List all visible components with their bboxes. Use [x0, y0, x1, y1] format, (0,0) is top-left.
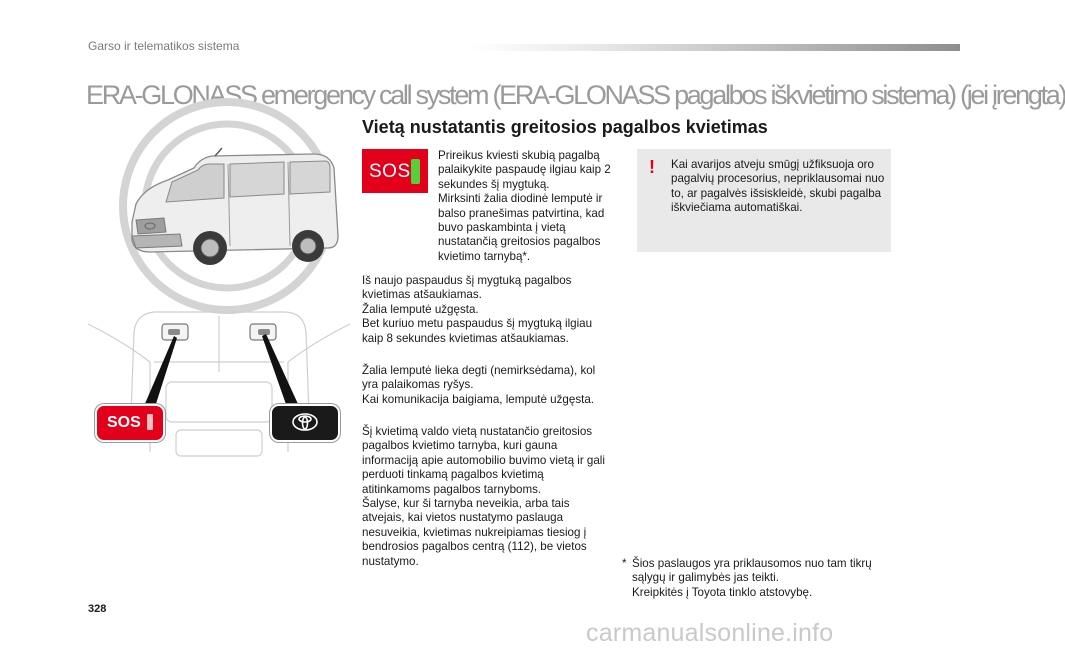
- console-assistance-button[interactable]: [270, 404, 340, 442]
- footnote-text: Šios paslaugos yra priklausomos nuo tam tikrų sąlygų ir galimybės jas teikti. Kreipkitės į Toyota tinklo atstovybę.: [632, 557, 872, 599]
- notice-text: Kai avarijos atveju smūgį užfiksuoja oro pagalvių procesorius, nepriklausomai nuo to, ar pagalvės išsiskleidė, skubi pagalba iškviečiama automatiškai.: [671, 158, 885, 215]
- paragraph-service-info: Šį kvietimą valdo vietą nustatančio greitosios pagalbos kvietimo tarnyba, kuri gauna informaciją apie automobilio buvimo vietą ir gali perduoti tinkamą pagalbos kvietimą atitinkamoms pagalbos tarnyboms. Šalyse, kur ši tarnyba neveikia, arba tais atvejais, kai vietos nustatymo paslauga nesuveikia, kvietimas nukreipiamas tiesiog į bendrosios pagalbos centrą (112), be vietos nustatymo.: [362, 425, 605, 568]
- paragraph-cancel-call: Iš naujo paspaudus šį mygtuką pagalbos kvietimas atšaukiamas. Žalia lemputė užgęsta. Bet kuriuo metu paspaudus šį mygtuką ilgiau kaip 8 sekundes kvietimas atšaukiamas.: [362, 274, 593, 345]
- pointer-left: [144, 336, 177, 410]
- van-shape: [132, 148, 338, 265]
- sos-led-indicator: [411, 159, 420, 184]
- footnote-mark: *: [622, 557, 627, 570]
- brand-logo-icon: [291, 412, 319, 432]
- chapter-title: ERA-GLONASS emergency call system (ERA-GLONASS pagalbos iškvietimo sistema) (jei įrengta): [86, 80, 1065, 110]
- sos-button[interactable]: [362, 149, 428, 193]
- notice-box: [637, 149, 891, 252]
- console-sos-led: [147, 414, 153, 430]
- console-sos-label: SOS: [107, 414, 141, 431]
- warning-icon: !: [649, 157, 655, 177]
- console-sos-button[interactable]: [95, 404, 165, 442]
- watermark: carmanualsonline.info: [586, 619, 834, 647]
- page-number: 328: [88, 603, 107, 615]
- overhead-console-illustration: [84, 302, 354, 474]
- section-title: Vietą nustatantis greitosios pagalbos kvietimas: [362, 117, 768, 137]
- section-label: Garso ir telematikos sistema: [88, 39, 240, 53]
- sos-button-label: SOS: [369, 161, 411, 182]
- header-rule: [470, 44, 960, 51]
- van-illustration: [84, 114, 354, 294]
- pointer-right: [262, 334, 298, 410]
- paragraph-call-procedure: Prireikus kviesti skubią pagalbą palaikykite paspaudę ilgiau kaip 2 sekundes šį mygtuką. Mirksinti žalia diodinė lemputė ir balso pranešimas patvirtina, kad buvo paskambinta į vietą nustatančią greitosios pagalbos kvietimo tarnybą*.: [438, 149, 611, 263]
- paragraph-connection-status: Žalia lemputė lieka degti (nemirksėdama), kol yra palaikomas ryšys. Kai komunikacija baigiama, lemputė užgęsta.: [362, 364, 596, 406]
